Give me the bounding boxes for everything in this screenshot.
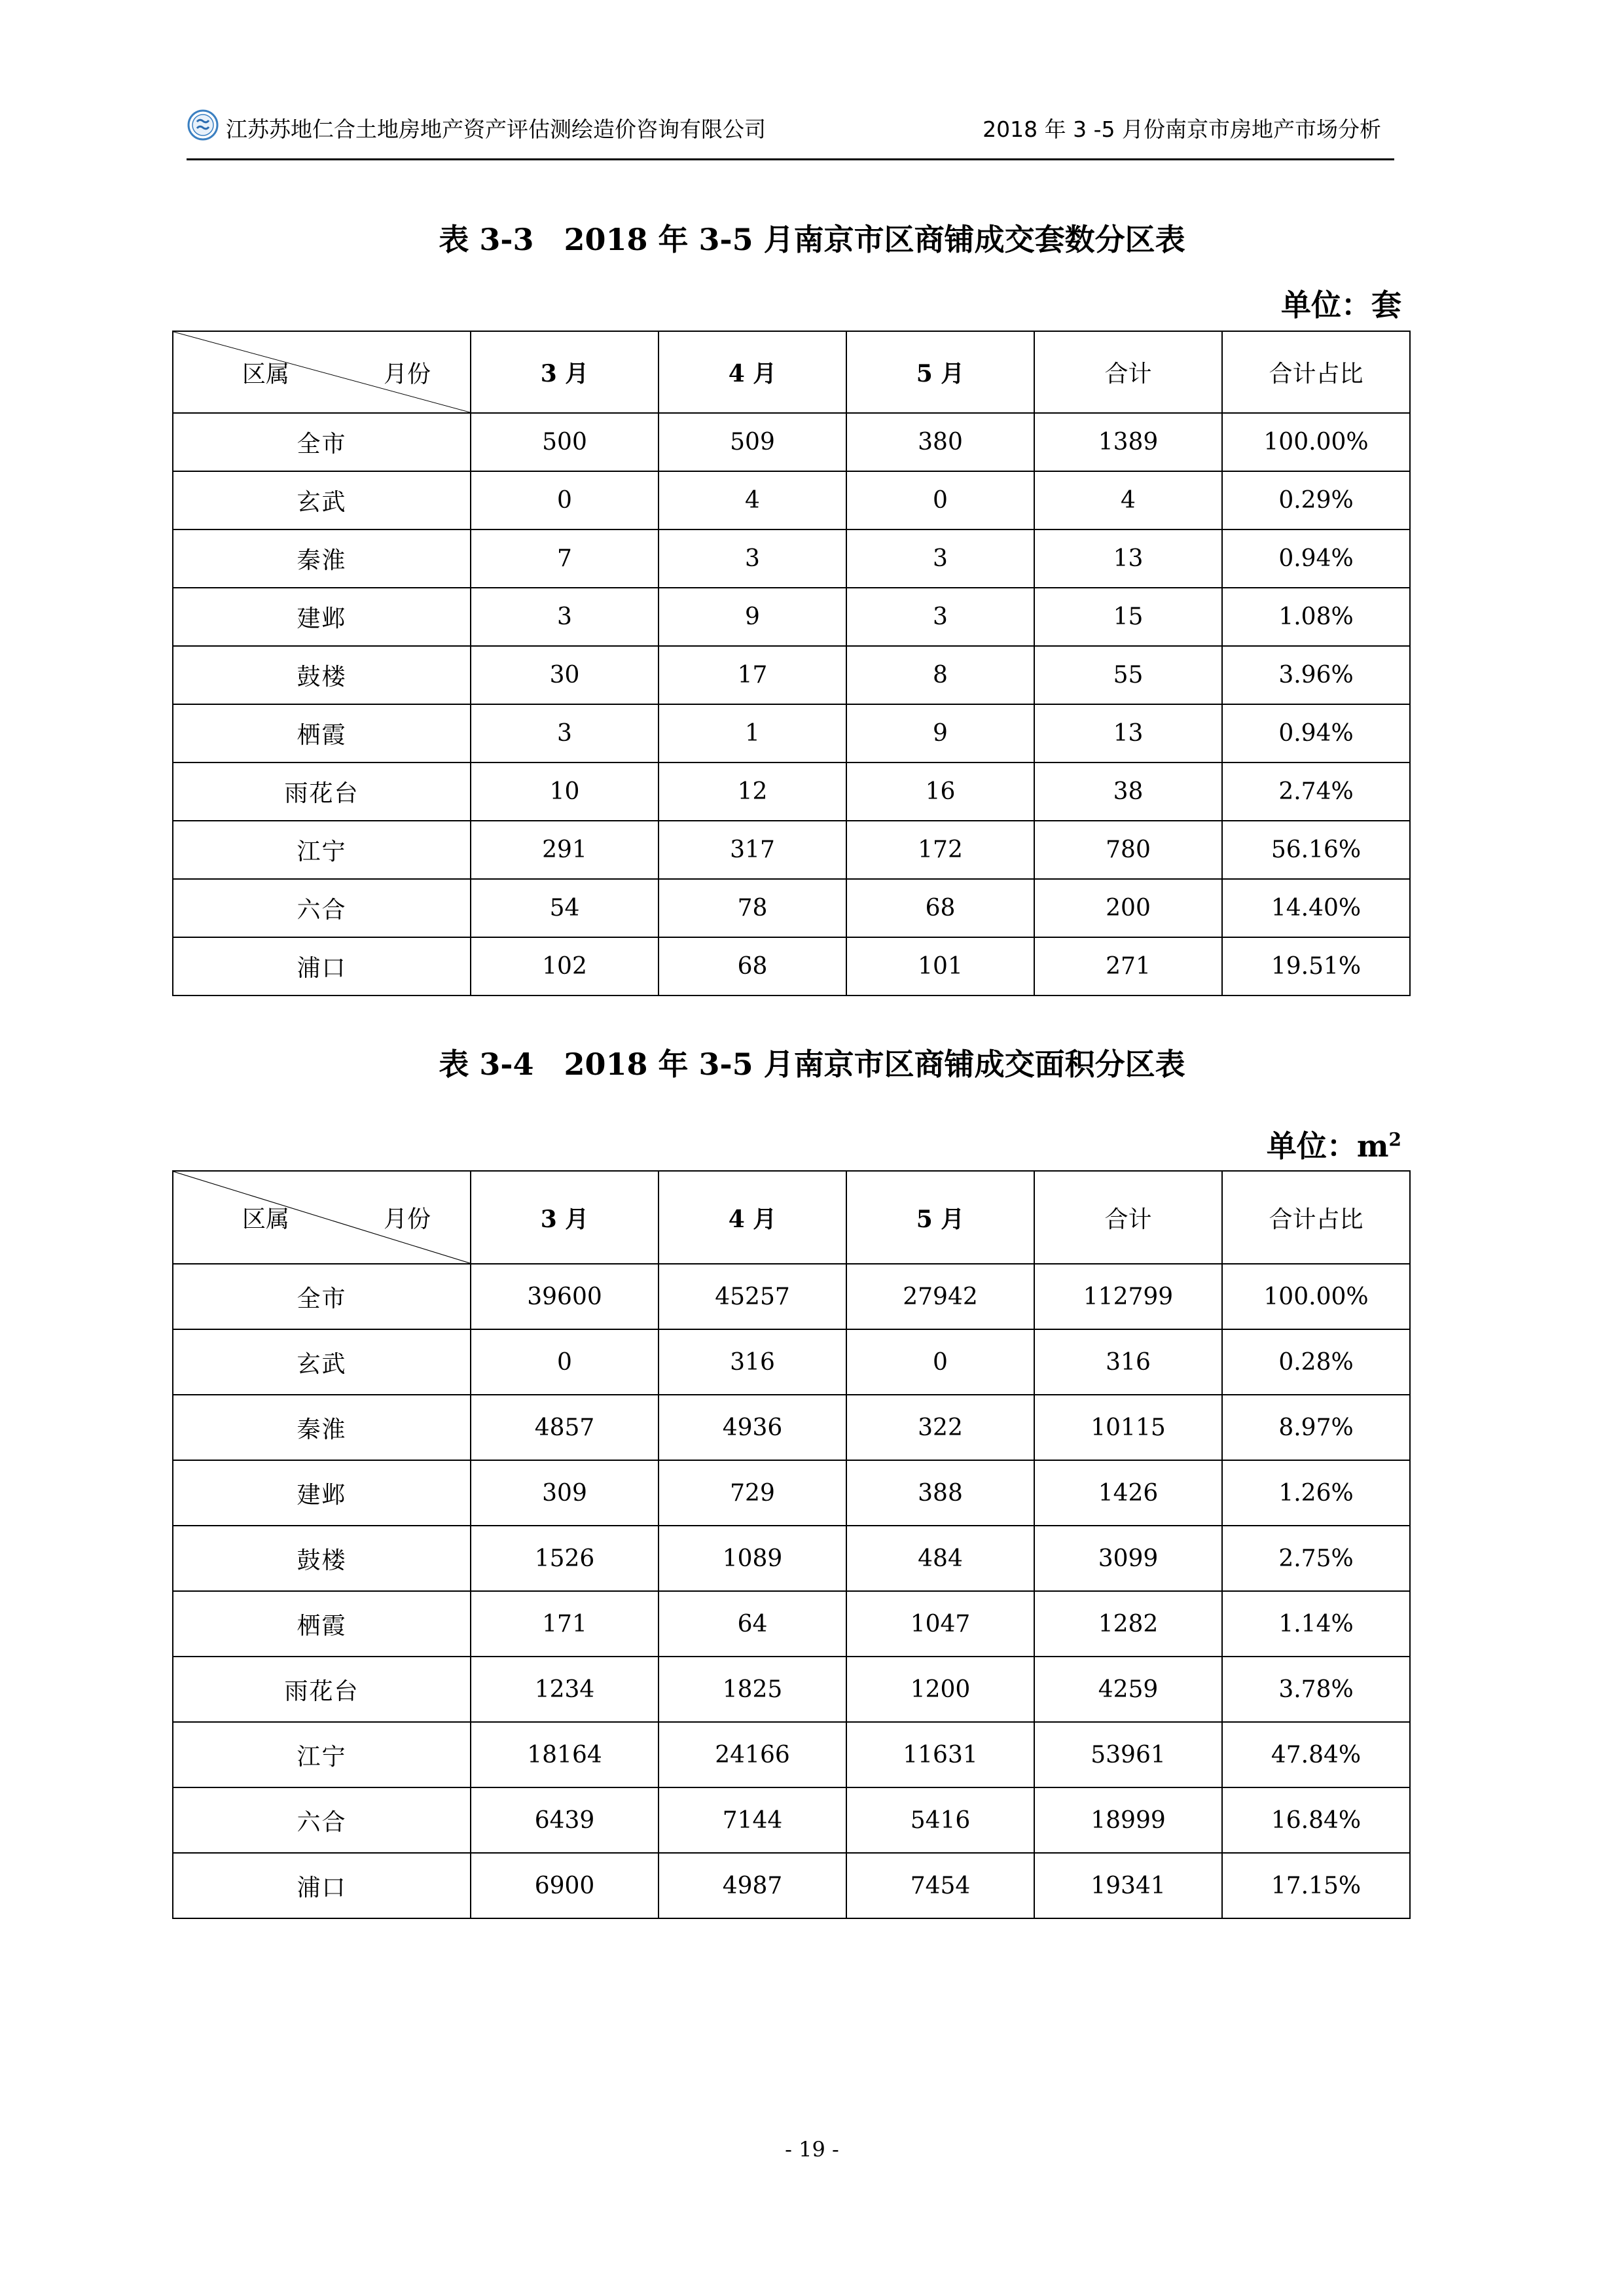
value-cell: 0.28% bbox=[1222, 1329, 1410, 1395]
table-row bbox=[173, 1591, 1410, 1657]
value-cell: 13 bbox=[1034, 704, 1222, 762]
value-cell: 1047 bbox=[846, 1591, 1034, 1657]
table-row bbox=[173, 529, 1410, 588]
value-cell: 1.26% bbox=[1222, 1460, 1410, 1526]
value-cell: 5416 bbox=[846, 1787, 1034, 1853]
col-header: 合计占比 bbox=[1222, 331, 1410, 413]
table2-body bbox=[173, 1264, 1410, 1918]
value-cell: 7 bbox=[471, 529, 659, 588]
table-row bbox=[173, 588, 1410, 646]
value-cell: 172 bbox=[846, 821, 1034, 879]
col-header: 3 月 bbox=[471, 1171, 659, 1264]
corner-label-district: 区属 bbox=[242, 1206, 290, 1233]
district-cell: 建邺 bbox=[173, 588, 471, 646]
corner-label-district: 区属 bbox=[242, 361, 290, 387]
value-cell: 6439 bbox=[471, 1787, 659, 1853]
value-cell: 56.16% bbox=[1222, 821, 1410, 879]
value-cell: 3 bbox=[659, 529, 846, 588]
value-cell: 17 bbox=[659, 646, 846, 704]
value-cell: 1282 bbox=[1034, 1591, 1222, 1657]
value-cell: 0 bbox=[846, 471, 1034, 529]
value-cell: 1 bbox=[659, 704, 846, 762]
value-cell: 0.94% bbox=[1222, 529, 1410, 588]
value-cell: 1526 bbox=[471, 1526, 659, 1591]
district-cell: 全市 bbox=[173, 1264, 471, 1329]
value-cell: 780 bbox=[1034, 821, 1222, 879]
table1-header-row bbox=[173, 331, 1410, 413]
district-cell: 鼓楼 bbox=[173, 1526, 471, 1591]
value-cell: 15 bbox=[1034, 588, 1222, 646]
table2-title: 表 3-4 2018 年 3-5 月南京市区商铺成交面积分区表 bbox=[439, 1047, 1185, 1082]
value-cell: 500 bbox=[471, 413, 659, 471]
value-cell: 53961 bbox=[1034, 1722, 1222, 1787]
value-cell: 30 bbox=[471, 646, 659, 704]
table1-unit: 单位：套 bbox=[1281, 287, 1401, 323]
value-cell: 4259 bbox=[1034, 1657, 1222, 1722]
district-cell: 栖霞 bbox=[173, 704, 471, 762]
table-row bbox=[173, 1657, 1410, 1722]
value-cell: 9 bbox=[659, 588, 846, 646]
col-header: 合计 bbox=[1034, 1171, 1222, 1264]
unit-superscript: 2 bbox=[1388, 1128, 1401, 1151]
value-cell: 24166 bbox=[659, 1722, 846, 1787]
table-row bbox=[173, 879, 1410, 937]
district-cell: 秦淮 bbox=[173, 529, 471, 588]
value-cell: 18999 bbox=[1034, 1787, 1222, 1853]
value-cell: 2.74% bbox=[1222, 762, 1410, 821]
value-cell: 7144 bbox=[659, 1787, 846, 1853]
value-cell: 47.84% bbox=[1222, 1722, 1410, 1787]
col-header: 4 月 bbox=[659, 331, 846, 413]
value-cell: 64 bbox=[659, 1591, 846, 1657]
value-cell: 39600 bbox=[471, 1264, 659, 1329]
value-cell: 3 bbox=[471, 588, 659, 646]
district-cell: 全市 bbox=[173, 413, 471, 471]
value-cell: 380 bbox=[846, 413, 1034, 471]
value-cell: 55 bbox=[1034, 646, 1222, 704]
value-cell: 112799 bbox=[1034, 1264, 1222, 1329]
value-cell: 291 bbox=[471, 821, 659, 879]
district-cell: 雨花台 bbox=[173, 1657, 471, 1722]
value-cell: 18164 bbox=[471, 1722, 659, 1787]
col-header: 合计占比 bbox=[1222, 1171, 1410, 1264]
company-logo-icon bbox=[187, 109, 219, 141]
table2 bbox=[172, 1170, 1411, 1919]
value-cell: 8.97% bbox=[1222, 1395, 1410, 1460]
value-cell: 16.84% bbox=[1222, 1787, 1410, 1853]
district-cell: 江宁 bbox=[173, 821, 471, 879]
table-row bbox=[173, 1722, 1410, 1787]
page-number: - 19 - bbox=[785, 2137, 839, 2162]
table2-corner-cell bbox=[173, 1171, 471, 1264]
col-header: 5 月 bbox=[846, 1171, 1034, 1264]
value-cell: 13 bbox=[1034, 529, 1222, 588]
company-name: 江苏苏地仁合土地房地产资产评估测绘造价咨询有限公司 bbox=[226, 117, 766, 142]
value-cell: 388 bbox=[846, 1460, 1034, 1526]
table-row bbox=[173, 1526, 1410, 1591]
table-row bbox=[173, 646, 1410, 704]
value-cell: 729 bbox=[659, 1460, 846, 1526]
table-row bbox=[173, 413, 1410, 471]
district-cell: 浦口 bbox=[173, 1853, 471, 1918]
value-cell: 0 bbox=[846, 1329, 1034, 1395]
value-cell: 4857 bbox=[471, 1395, 659, 1460]
table1-title: 表 3-3 2018 年 3-5 月南京市区商铺成交套数分区表 bbox=[439, 222, 1185, 257]
table-row bbox=[173, 471, 1410, 529]
value-cell: 200 bbox=[1034, 879, 1222, 937]
district-cell: 鼓楼 bbox=[173, 646, 471, 704]
value-cell: 2.75% bbox=[1222, 1526, 1410, 1591]
value-cell: 8 bbox=[846, 646, 1034, 704]
value-cell: 1234 bbox=[471, 1657, 659, 1722]
value-cell: 484 bbox=[846, 1526, 1034, 1591]
table-row bbox=[173, 1853, 1410, 1918]
value-cell: 11631 bbox=[846, 1722, 1034, 1787]
value-cell: 3.78% bbox=[1222, 1657, 1410, 1722]
table1-body bbox=[173, 413, 1410, 996]
value-cell: 1389 bbox=[1034, 413, 1222, 471]
col-header: 4 月 bbox=[659, 1171, 846, 1264]
col-header: 3 月 bbox=[471, 331, 659, 413]
value-cell: 6900 bbox=[471, 1853, 659, 1918]
value-cell: 322 bbox=[846, 1395, 1034, 1460]
value-cell: 509 bbox=[659, 413, 846, 471]
table2-unit-text: 单位：m bbox=[1266, 1128, 1389, 1164]
district-cell: 玄武 bbox=[173, 1329, 471, 1395]
value-cell: 4936 bbox=[659, 1395, 846, 1460]
value-cell: 3.96% bbox=[1222, 646, 1410, 704]
district-cell: 秦淮 bbox=[173, 1395, 471, 1460]
col-header: 合计 bbox=[1034, 331, 1222, 413]
table-row bbox=[173, 1264, 1410, 1329]
value-cell: 1.14% bbox=[1222, 1591, 1410, 1657]
value-cell: 16 bbox=[846, 762, 1034, 821]
district-cell: 六合 bbox=[173, 879, 471, 937]
value-cell: 100.00% bbox=[1222, 1264, 1410, 1329]
value-cell: 0 bbox=[471, 1329, 659, 1395]
value-cell: 0 bbox=[471, 471, 659, 529]
value-cell: 100.00% bbox=[1222, 413, 1410, 471]
value-cell: 317 bbox=[659, 821, 846, 879]
value-cell: 7454 bbox=[846, 1853, 1034, 1918]
district-cell: 六合 bbox=[173, 1787, 471, 1853]
value-cell: 14.40% bbox=[1222, 879, 1410, 937]
value-cell: 1426 bbox=[1034, 1460, 1222, 1526]
corner-label-month: 月份 bbox=[383, 361, 431, 387]
value-cell: 1.08% bbox=[1222, 588, 1410, 646]
page-header bbox=[187, 105, 1394, 160]
value-cell: 78 bbox=[659, 879, 846, 937]
district-cell: 江宁 bbox=[173, 1722, 471, 1787]
value-cell: 0.29% bbox=[1222, 471, 1410, 529]
table1 bbox=[172, 331, 1411, 996]
value-cell: 9 bbox=[846, 704, 1034, 762]
value-cell: 54 bbox=[471, 879, 659, 937]
value-cell: 68 bbox=[846, 879, 1034, 937]
value-cell: 3099 bbox=[1034, 1526, 1222, 1591]
value-cell: 1825 bbox=[659, 1657, 846, 1722]
table-row bbox=[173, 1329, 1410, 1395]
value-cell: 1089 bbox=[659, 1526, 846, 1591]
value-cell: 68 bbox=[659, 937, 846, 996]
value-cell: 17.15% bbox=[1222, 1853, 1410, 1918]
table-row bbox=[173, 1460, 1410, 1526]
district-cell: 浦口 bbox=[173, 937, 471, 996]
district-cell: 建邺 bbox=[173, 1460, 471, 1526]
value-cell: 101 bbox=[846, 937, 1034, 996]
value-cell: 4 bbox=[1034, 471, 1222, 529]
value-cell: 3 bbox=[846, 588, 1034, 646]
value-cell: 171 bbox=[471, 1591, 659, 1657]
value-cell: 4 bbox=[659, 471, 846, 529]
value-cell: 271 bbox=[1034, 937, 1222, 996]
table-row bbox=[173, 1395, 1410, 1460]
table-row bbox=[173, 704, 1410, 762]
value-cell: 45257 bbox=[659, 1264, 846, 1329]
value-cell: 19.51% bbox=[1222, 937, 1410, 996]
value-cell: 3 bbox=[471, 704, 659, 762]
value-cell: 316 bbox=[1034, 1329, 1222, 1395]
value-cell: 316 bbox=[659, 1329, 846, 1395]
value-cell: 3 bbox=[846, 529, 1034, 588]
value-cell: 19341 bbox=[1034, 1853, 1222, 1918]
table-row bbox=[173, 821, 1410, 879]
table-row bbox=[173, 1787, 1410, 1853]
value-cell: 12 bbox=[659, 762, 846, 821]
value-cell: 10115 bbox=[1034, 1395, 1222, 1460]
value-cell: 38 bbox=[1034, 762, 1222, 821]
district-cell: 雨花台 bbox=[173, 762, 471, 821]
value-cell: 1200 bbox=[846, 1657, 1034, 1722]
table2-unit bbox=[1267, 1122, 1401, 1166]
table-row bbox=[173, 937, 1410, 996]
district-cell: 玄武 bbox=[173, 471, 471, 529]
corner-label-month: 月份 bbox=[383, 1206, 431, 1233]
value-cell: 102 bbox=[471, 937, 659, 996]
value-cell: 0.94% bbox=[1222, 704, 1410, 762]
value-cell: 27942 bbox=[846, 1264, 1034, 1329]
value-cell: 10 bbox=[471, 762, 659, 821]
report-title: 2018 年 3 -5 月份南京市房地产市场分析 bbox=[983, 117, 1381, 142]
value-cell: 4987 bbox=[659, 1853, 846, 1918]
district-cell: 栖霞 bbox=[173, 1591, 471, 1657]
table-row bbox=[173, 762, 1410, 821]
table2-header-row bbox=[173, 1171, 1410, 1264]
value-cell: 309 bbox=[471, 1460, 659, 1526]
table1-corner-cell bbox=[173, 331, 471, 413]
col-header: 5 月 bbox=[846, 331, 1034, 413]
